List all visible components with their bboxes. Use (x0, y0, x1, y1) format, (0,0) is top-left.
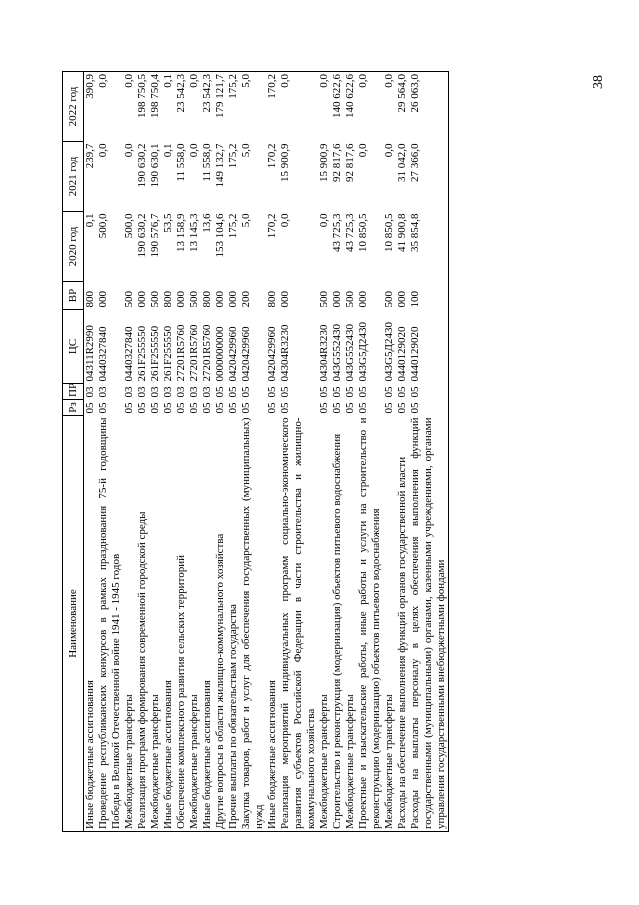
cell-pr: 03 (97, 386, 109, 398)
cell-vr: 500 (123, 291, 135, 308)
cell-y2021: 31 042,0 (396, 143, 408, 182)
cell-y2022: 0,0 (188, 72, 201, 142)
cell-pr: 05 (240, 386, 252, 398)
cell-cs: 043G552430 (344, 324, 356, 382)
cell-name: Обеспечение комплексного развития сельских территорий (175, 416, 188, 832)
cell-y2020: 10 850,5 (383, 213, 395, 252)
cell-cs: 261F255550 (162, 325, 174, 382)
cell-vr: 500 (188, 291, 200, 308)
cell-y2020: 13,6 (201, 213, 213, 233)
cell-cs: 043G5Д2430 (357, 322, 369, 382)
table-row (214, 72, 227, 832)
table-row (201, 72, 214, 832)
cell-pr: 05 (383, 386, 395, 398)
cell-rz: 05 (214, 402, 226, 414)
cell-cs: 0440327840 (97, 326, 109, 382)
cell-y2022: 0,0 (318, 72, 331, 142)
cell-y2021: 15 900,9 (279, 143, 291, 182)
cell-vr: 200 (240, 291, 252, 308)
table-row (162, 72, 175, 832)
cell-y2020: 5,0 (240, 213, 252, 228)
header-cs: ЦС (63, 310, 84, 384)
cell-y2022: 29 564,0 (396, 72, 409, 142)
header-2022: 2022 год (63, 72, 84, 142)
cell-y2022: 0,0 (123, 72, 136, 142)
cell-name: Межбюджетные трансферты (123, 416, 136, 832)
cell-y2021: 92 817,6 (331, 143, 343, 182)
table-row (331, 72, 344, 832)
table-row (227, 72, 240, 832)
cell-y2022: 0,1 (162, 72, 175, 142)
cell-rz: 05 (97, 402, 109, 414)
cell-y2021: 0,0 (123, 143, 135, 158)
cell-y2020: 190 630,2 (136, 213, 148, 258)
cell-y2021: 0,0 (188, 143, 200, 158)
cell-y2021: 0,0 (97, 143, 109, 158)
cell-rz: 05 (227, 402, 239, 414)
cell-pr: 05 (279, 386, 291, 398)
cell-y2022: 175,2 (227, 72, 240, 142)
cell-vr: 000 (136, 291, 148, 308)
cell-cs: 04304R3230 (279, 324, 291, 382)
cell-y2021: 190 630,2 (136, 143, 148, 188)
cell-name: Межбюджетные трансферты (344, 416, 357, 832)
cell-y2020: 0,0 (279, 213, 291, 228)
cell-name: Прочие выплаты по обязательствам государства (227, 416, 240, 832)
header-2021: 2021 год (63, 142, 84, 212)
cell-vr: 000 (175, 291, 187, 308)
cell-rz: 05 (149, 402, 161, 414)
table-row (344, 72, 357, 832)
cell-y2020: 43 725,3 (331, 213, 343, 252)
cell-y2022: 179 121,7 (214, 72, 227, 142)
cell-cs: 043G552430 (331, 324, 343, 382)
cell-vr: 000 (279, 291, 291, 308)
cell-name: Строительство и реконструкция (модернизация) объектов питьевого водоснабжения (331, 416, 344, 832)
cell-y2020: 35 854,8 (409, 212, 449, 282)
cell-y2020: 41 900,8 (396, 213, 408, 252)
cell-cs: 0440129020 (409, 310, 449, 384)
cell-name: Межбюджетные трансферты (188, 416, 201, 832)
header-rz: Рз (63, 400, 84, 416)
cell-vr: 000 (357, 291, 369, 308)
cell-y2020: 43 725,3 (344, 213, 356, 252)
cell-rz: 05 (396, 402, 408, 414)
table-row (175, 72, 188, 832)
cell-vr: 500 (149, 291, 161, 308)
cell-rz: 05 (344, 402, 356, 414)
cell-pr: 05 (344, 386, 356, 398)
cell-pr: 03 (123, 386, 135, 398)
cell-rz: 05 (279, 402, 291, 414)
cell-pr: 03 (84, 386, 96, 398)
cell-y2022: 198 750,4 (149, 72, 162, 142)
cell-y2020: 0,0 (318, 213, 330, 228)
cell-rz: 05 (383, 402, 395, 414)
cell-rz: 05 (318, 402, 330, 414)
cell-y2021: 149 132,7 (214, 143, 226, 188)
cell-vr: 000 (396, 291, 408, 308)
cell-y2020: 13 158,9 (175, 213, 187, 252)
cell-name: Иные бюджетные ассигнования (84, 416, 98, 832)
cell-cs: 0000000000 (214, 326, 226, 382)
cell-pr: 05 (409, 384, 449, 400)
cell-y2020: 190 576,7 (149, 213, 161, 258)
cell-pr: 05 (357, 386, 369, 398)
cell-cs: 0420429960 (240, 326, 252, 382)
cell-vr: 500 (344, 291, 356, 308)
cell-vr: 100 (409, 282, 449, 310)
table-row (188, 72, 201, 832)
header-pr: ПР (63, 384, 84, 400)
cell-y2022: 170,2 (266, 72, 279, 142)
cell-y2020: 13 145,3 (188, 213, 200, 252)
table-row (409, 72, 449, 832)
cell-y2022: 140 622,6 (331, 72, 344, 142)
cell-y2021: 15 900,9 (318, 143, 330, 182)
cell-y2021: 0,1 (162, 143, 174, 158)
cell-pr: 03 (201, 386, 213, 398)
cell-cs: 0420429960 (227, 326, 239, 382)
cell-pr: 05 (318, 386, 330, 398)
table-row (396, 72, 409, 832)
cell-name: Иные бюджетные ассигнования (266, 416, 279, 832)
cell-y2020: 500,0 (97, 213, 109, 239)
cell-y2022: 390,9 (84, 72, 98, 142)
cell-y2022: 140 622,6 (344, 72, 357, 142)
cell-y2022: 0,0 (357, 72, 383, 142)
cell-rz: 05 (84, 402, 96, 414)
cell-vr: 800 (84, 291, 96, 308)
table-row (318, 72, 331, 832)
cell-y2020: 170,2 (266, 213, 278, 239)
table-row (97, 72, 123, 832)
cell-cs: 0440327840 (123, 326, 135, 382)
cell-rz: 05 (162, 402, 174, 414)
cell-pr: 05 (396, 386, 408, 398)
cell-rz: 05 (175, 402, 187, 414)
cell-name: Проведение республиканских конкурсов в рамках празднования 75-й годовщины Победы в Великой Отечественной войне 1941 - 1945 годов (97, 416, 123, 832)
cell-rz: 05 (136, 402, 148, 414)
cell-rz: 05 (240, 402, 252, 414)
cell-y2020: 0,1 (84, 213, 96, 228)
cell-y2022: 23 542,3 (175, 72, 188, 142)
cell-y2020: 175,2 (227, 213, 239, 239)
table-row (136, 72, 149, 832)
cell-y2021: 0,0 (357, 143, 369, 158)
cell-vr: 800 (201, 291, 213, 308)
table-row (279, 72, 318, 832)
cell-name: Закупка товаров, работ и услуг для обеспечения государственных (муниципальных) нужд (240, 416, 266, 832)
cell-y2021: 175,2 (227, 143, 239, 169)
cell-y2022: 0,0 (279, 72, 318, 142)
table-row (357, 72, 383, 832)
cell-cs: 27201R5760 (188, 324, 200, 382)
cell-pr: 05 (331, 386, 343, 398)
cell-name: Расходы на обеспечение выполнения функций органов государственной власти (396, 416, 409, 832)
budget-table-rotated (62, 72, 588, 832)
cell-rz: 05 (331, 402, 343, 414)
cell-name: Расходы на выплаты персоналу в целях обеспечения выполнения функций государственными (муниципальными) органами, казенными учреждениями, органами управления государственными внебюджетными фондами (409, 416, 449, 832)
header-name: Наименование (63, 416, 84, 832)
cell-cs: 0420429960 (266, 326, 278, 382)
cell-cs: 04311R2990 (84, 325, 96, 382)
cell-pr: 05 (227, 386, 239, 398)
cell-y2021: 0,0 (383, 143, 395, 158)
cell-y2020: 53,5 (162, 213, 174, 233)
cell-cs: 261F255550 (149, 325, 161, 382)
cell-y2021: 170,2 (266, 143, 278, 169)
cell-rz: 05 (188, 402, 200, 414)
cell-cs: 27201R5760 (201, 324, 213, 382)
cell-y2022: 0,0 (97, 72, 123, 142)
cell-y2021: 11 558,0 (175, 143, 187, 182)
cell-name: Иные бюджетные ассигнования (201, 416, 214, 832)
cell-y2021: 190 630,1 (149, 143, 161, 188)
cell-vr: 000 (331, 291, 343, 308)
cell-y2022: 26 063,0 (409, 72, 449, 142)
table-row (240, 72, 266, 832)
cell-pr: 03 (188, 386, 200, 398)
cell-y2022: 198 750,5 (136, 72, 149, 142)
table-row (84, 72, 98, 832)
cell-cs: 04304R3230 (318, 324, 330, 382)
table-row (123, 72, 136, 832)
cell-cs: 0440129020 (396, 326, 408, 382)
cell-vr: 000 (227, 291, 239, 308)
cell-y2022: 5,0 (240, 72, 266, 142)
cell-y2021: 92 817,6 (344, 143, 356, 182)
cell-vr: 500 (383, 291, 395, 308)
cell-name: Другие вопросы в области жилищно-коммунального хозяйства (214, 416, 227, 832)
cell-y2020: 10 850,5 (357, 213, 369, 252)
table-row (266, 72, 279, 832)
cell-vr: 800 (162, 291, 174, 308)
cell-y2021: 5,0 (240, 143, 252, 158)
cell-name: Реализация мероприятий индивидуальных программ социально-экономического развития субъектов Российской Федерации в части строительства и жилищно-коммунального хозяйства (279, 416, 318, 832)
cell-pr: 05 (214, 386, 226, 398)
cell-rz: 05 (123, 402, 135, 414)
cell-rz: 05 (266, 402, 278, 414)
cell-y2020: 153 104,6 (214, 213, 226, 258)
cell-pr: 05 (266, 386, 278, 398)
budget-table (62, 71, 449, 832)
cell-y2021: 11 558,0 (201, 143, 213, 182)
table-header-row (63, 72, 84, 832)
cell-name: Межбюджетные трансферты (383, 416, 396, 832)
cell-pr: 03 (162, 386, 174, 398)
cell-pr: 03 (149, 386, 161, 398)
table-row (149, 72, 162, 832)
cell-vr: 000 (214, 291, 226, 308)
cell-vr: 800 (266, 291, 278, 308)
cell-vr: 000 (97, 291, 109, 308)
cell-y2021: 239,7 (84, 143, 96, 169)
cell-rz: 05 (357, 402, 369, 414)
table-row (383, 72, 396, 832)
cell-y2022: 0,0 (383, 72, 396, 142)
cell-vr: 500 (318, 291, 330, 308)
cell-name: Проектные и изыскательские работы, иные работы и услуги на строительство и реконструкцию (модернизацию) объектов питьевого водоснабжения (357, 416, 383, 832)
cell-name: Межбюджетные трансферты (318, 416, 331, 832)
cell-name: Реализация программ формирования современной городской среды (136, 416, 149, 832)
page-number: 38 (591, 75, 606, 89)
cell-cs: 261F255550 (136, 325, 148, 382)
header-2020: 2020 год (63, 212, 84, 282)
cell-y2021: 27 366,0 (409, 142, 449, 212)
cell-pr: 03 (175, 386, 187, 398)
cell-name: Иные бюджетные ассигнования (162, 416, 175, 832)
cell-cs: 27201R5760 (175, 324, 187, 382)
cell-y2022: 23 542,3 (201, 72, 214, 142)
cell-pr: 03 (136, 386, 148, 398)
cell-rz: 05 (201, 402, 213, 414)
cell-rz: 05 (409, 400, 449, 416)
cell-y2020: 500,0 (123, 213, 135, 239)
cell-name: Межбюджетные трансферты (149, 416, 162, 832)
table-body (84, 72, 449, 832)
header-vr: ВР (63, 282, 84, 310)
cell-cs: 043G5Д2430 (383, 322, 395, 382)
